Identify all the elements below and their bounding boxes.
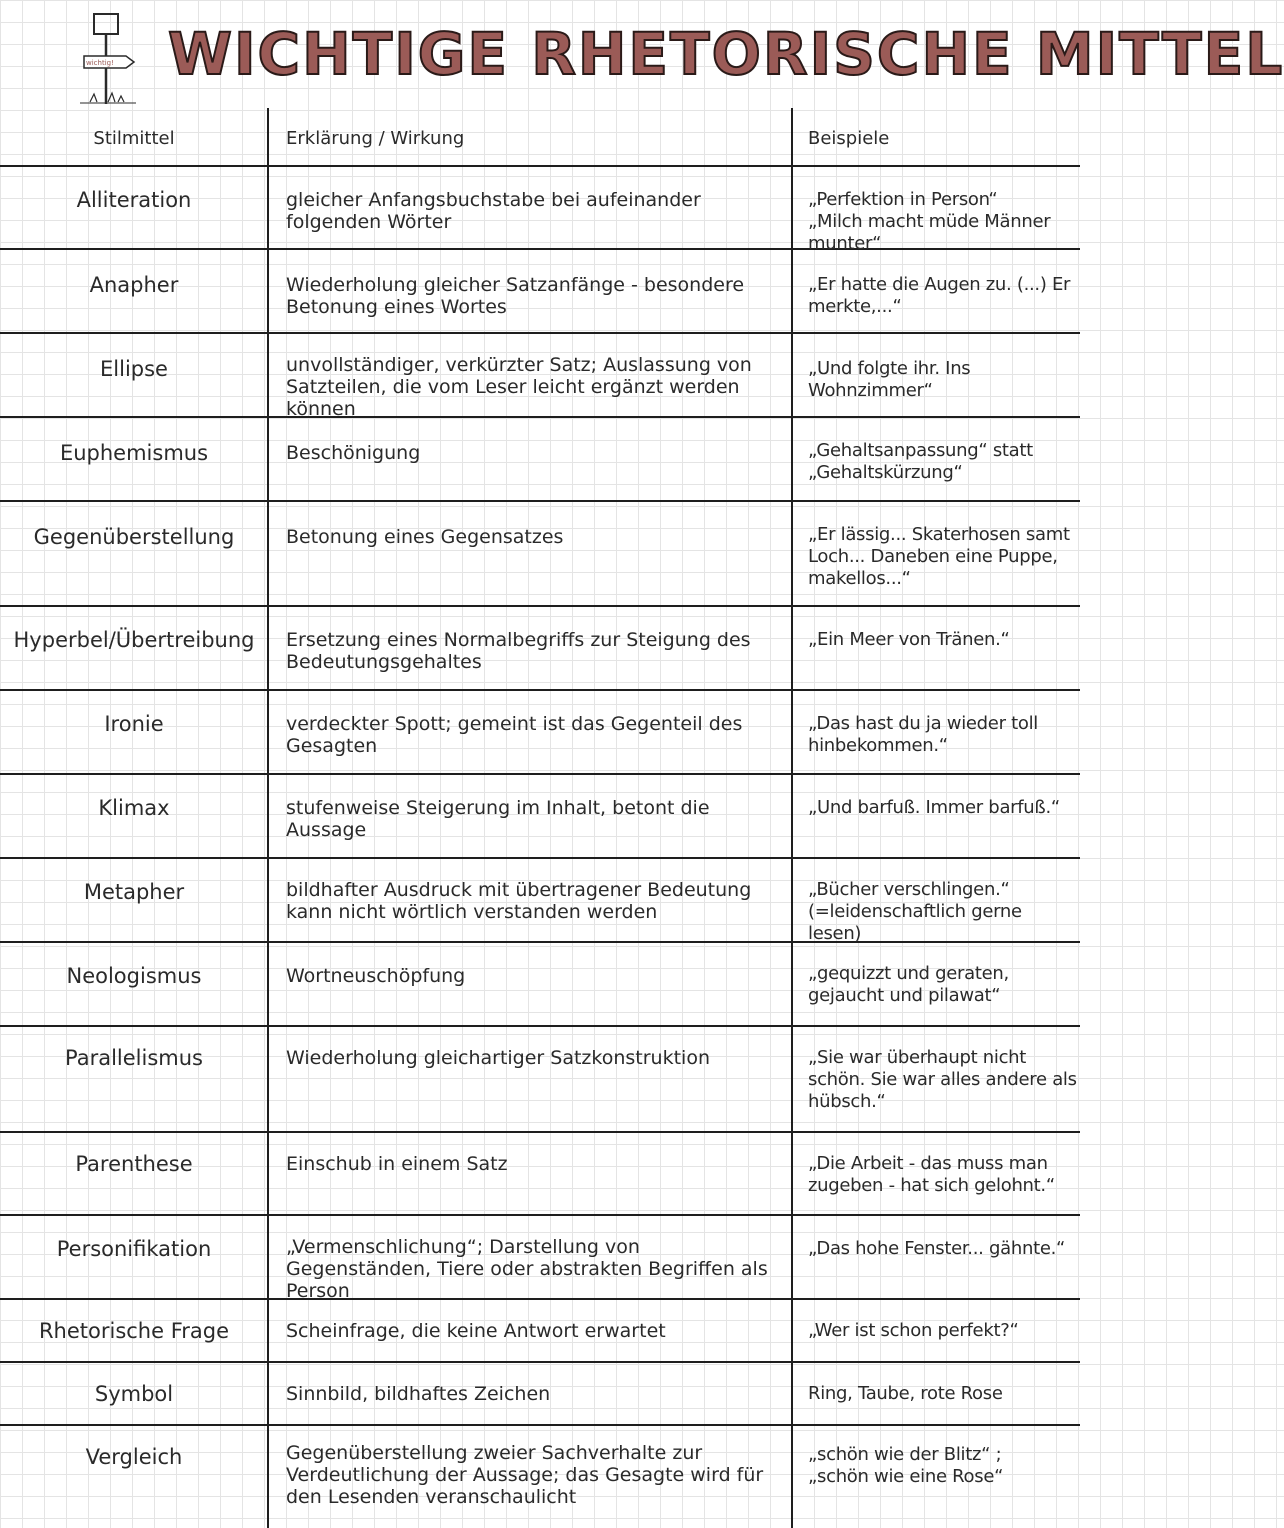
sign-label: wichtig!	[86, 59, 114, 67]
explanation: bildhafter Ausdruck mit übertragener Bedeutung kann nicht wörtlich verstanden werden	[286, 879, 758, 923]
header-stilmittel: Stilmittel	[93, 128, 175, 149]
signpost-icon	[78, 12, 138, 104]
header-cell	[0, 108, 268, 165]
explanation: Ersetzung eines Normalbegriffs zur Steigung des Bedeutungsgehaltes	[286, 629, 757, 673]
example: „schön wie der Blitz“ ; „schön wie eine Rose“	[808, 1444, 1004, 1487]
explanation: gleicher Anfangsbuchstabe bei aufeinander folgenden Wörter	[286, 189, 707, 233]
example: „Das hast du ja wieder toll hinbekommen.“	[808, 713, 1044, 756]
example: „Ein Meer von Tränen.“	[808, 629, 1010, 650]
term: Euphemismus	[59, 441, 209, 465]
explanation: verdeckter Spott; gemeint ist das Gegenteil des Gesagten	[286, 713, 749, 757]
term: Symbol	[94, 1382, 174, 1406]
table-row	[0, 334, 1080, 418]
header-erklaerung: Erklärung / Wirkung	[286, 128, 465, 149]
term: Rhetorische Frage	[38, 1319, 230, 1343]
explanation: Beschönigung	[286, 442, 421, 464]
explanation: Betonung eines Gegensatzes	[286, 526, 564, 548]
header-cell	[808, 108, 1078, 165]
table-row	[0, 418, 1080, 502]
explanation: unvollständiger, verkürzter Satz; Auslassung von Satzteilen, die vom Leser leicht ergänzt werden können	[286, 354, 758, 420]
example: „gequizzt und geraten, gejaucht und pilawat“	[808, 963, 1015, 1006]
example: Ring, Taube, rote Rose	[808, 1383, 1003, 1404]
term: Hyperbel/Übertreibung	[13, 628, 255, 652]
table-row	[0, 859, 1080, 943]
term: Alliteration	[76, 188, 192, 212]
table-row	[0, 250, 1080, 334]
example: „Er hatte die Augen zu. (...) Er merkte,...“	[808, 274, 1076, 317]
explanation: Wiederholung gleichartiger Satzkonstruktion	[286, 1047, 710, 1069]
explanation: Wortneuschöpfung	[286, 965, 466, 987]
term: Vergleich	[85, 1445, 183, 1469]
example: „Bücher verschlingen.“ (=leidenschaftlich gerne lesen)	[808, 879, 1028, 944]
explanation: „Vermenschlichung“; Darstellung von Gegenständen, Tiere oder abstrakten Begriffen als Person	[286, 1236, 774, 1302]
table-header	[0, 108, 1080, 167]
term: Klimax	[98, 796, 170, 820]
example: „Und folgte ihr. Ins Wohnzimmer“	[808, 358, 976, 401]
header-cell	[286, 108, 786, 165]
table-row	[0, 502, 1080, 607]
table-row	[0, 943, 1080, 1027]
table-row	[0, 775, 1080, 859]
table-row	[0, 1426, 1080, 1528]
table-row	[0, 1133, 1080, 1216]
header-beispiele: Beispiele	[808, 128, 890, 149]
term: Ironie	[104, 712, 164, 736]
example: „Perfektion in Person“ „Milch macht müde Männer munter“	[808, 189, 1051, 254]
term: Gegenüberstellung	[33, 525, 235, 549]
table-row	[0, 1027, 1083, 1133]
explanation: Wiederholung gleicher Satzanfänge - besondere Betonung eines Wortes	[286, 274, 751, 318]
example: „Er lässig... Skaterhosen samt Loch... Daneben eine Puppe, makellos...“	[808, 524, 1076, 589]
example: „Sie war überhaupt nicht schön. Sie war alles andere als hübsch.“	[808, 1047, 1083, 1112]
explanation: Scheinfrage, die keine Antwort erwartet	[286, 1320, 666, 1342]
table-row	[0, 691, 1080, 775]
explanation: Sinnbild, bildhaftes Zeichen	[286, 1383, 551, 1405]
table-row	[0, 1363, 1080, 1426]
example: „Und barfuß. Immer barfuß.“	[808, 797, 1060, 818]
term: Neologismus	[66, 964, 202, 988]
term: Personifikation	[56, 1237, 212, 1261]
term: Parenthese	[75, 1152, 193, 1176]
page-title: WICHTIGE RHETORISCHE MITTEL	[168, 20, 1284, 88]
table-row	[0, 167, 1080, 254]
example: „Das hohe Fenster... gähnte.“	[808, 1238, 1066, 1259]
table-row	[0, 1216, 1080, 1300]
term: Metapher	[83, 880, 185, 904]
explanation: Gegenüberstellung zweier Sachverhalte zur Verdeutlichung der Aussage; das Gesagte wird für den Lesenden veranschaulicht	[286, 1442, 770, 1508]
example: „Wer ist schon perfekt?“	[808, 1320, 1019, 1341]
example: „Die Arbeit - das muss man zugeben - hat sich gelohnt.“	[808, 1153, 1055, 1196]
term: Anapher	[89, 273, 179, 297]
term: Parallelismus	[65, 1046, 203, 1070]
explanation: Einschub in einem Satz	[286, 1153, 508, 1175]
term: Ellipse	[100, 357, 168, 381]
table-row	[0, 1300, 1080, 1363]
table-row	[0, 607, 1080, 691]
explanation: stufenweise Steigerung im Inhalt, betont die Aussage	[286, 797, 716, 841]
example: „Gehaltsanpassung“ statt „Gehaltskürzung“	[808, 440, 1039, 483]
